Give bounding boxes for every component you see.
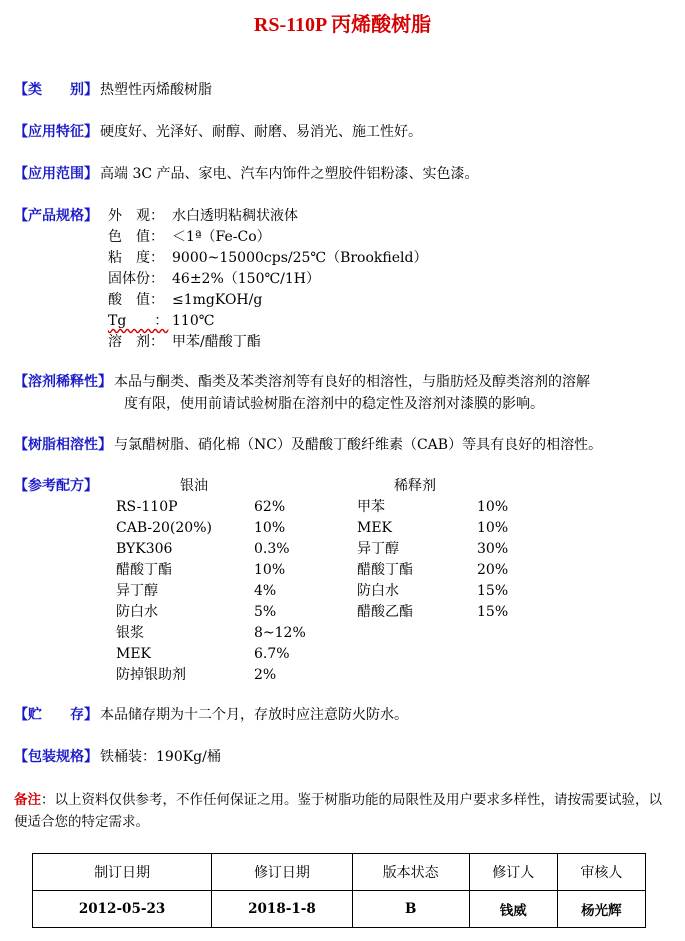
spec-row [108, 290, 262, 310]
packing-line [14, 747, 221, 767]
signoff-value-row [33, 891, 646, 928]
spec-key: 固体份： [108, 271, 164, 287]
spec-row [108, 332, 261, 352]
storage-label: 【贮 存】 [14, 707, 98, 723]
specs-heading [14, 206, 98, 226]
features-label: 【应用特征】 [14, 124, 98, 140]
formula-left-pct: 10% [254, 520, 286, 536]
signoff-value-cell: B [352, 891, 469, 928]
compat-value: 与氯醋树脂、硝化棉（NC）及醋酸丁酸纤维素（CAB）等具有良好的相溶性。 [114, 437, 603, 453]
formula-left-name: RS-110P [116, 499, 178, 515]
compat-line [14, 435, 602, 455]
compat-label: 【树脂相溶性】 [14, 437, 112, 453]
spec-key: 色 值： [108, 229, 164, 245]
formula-right-pct: 15% [477, 583, 509, 599]
formula-left-name: 防掉银助剂 [116, 667, 186, 683]
formula-left-name: CAB-20(20%) [116, 520, 212, 536]
formula-left-name: MEK [116, 646, 152, 662]
spec-row [108, 227, 271, 247]
formula-right-name: 甲苯 [357, 499, 385, 515]
spec-value: ＜1ª（Fe-Co） [172, 229, 271, 245]
formula-left-pct: 5% [254, 604, 277, 620]
packing-label: 【包装规格】 [14, 749, 98, 765]
formula-right-name: 防白水 [357, 583, 399, 599]
formula-right-pct: 10% [477, 499, 509, 515]
formula-right-pct: 30% [477, 541, 509, 557]
features-line [14, 122, 422, 142]
formula-left-pct: 2% [254, 667, 277, 683]
formula-left-pct: 10% [254, 562, 286, 578]
signoff-header-row [33, 854, 646, 891]
spec-row [108, 206, 298, 226]
formula-left-title: 银油 [180, 478, 208, 494]
formula-left-pct: 4% [254, 583, 277, 599]
scope-value: 高端 3C 产品、家电、汽车内饰件之塑胶件铝粉漆、实色漆。 [100, 166, 479, 182]
formula-right-name: MEK [357, 520, 393, 536]
signoff-value-cell: 钱威 [469, 891, 557, 928]
formula-right-pct: 10% [477, 520, 509, 536]
formula-right-name: 异丁醇 [357, 541, 399, 557]
formula-label: 【参考配方】 [14, 478, 98, 494]
signoff-header-cell: 修订日期 [212, 854, 353, 891]
dilution-text-2: 度有限，使用前请试验树脂在溶剂中的稳定性及溶剂对漆膜的影响。 [124, 396, 544, 412]
scope-label: 【应用范围】 [14, 166, 98, 182]
disclaimer-note [14, 789, 674, 833]
signoff-value-cell: 2018-1-8 [212, 891, 353, 928]
formula-right-name: 醋酸乙酯 [357, 604, 413, 620]
formula-left-name: 异丁醇 [116, 583, 158, 599]
category-label: 【类 别】 [14, 82, 98, 98]
dilution-line-2 [124, 394, 544, 414]
spec-key: 外 观： [108, 208, 164, 224]
formula-right-pct: 15% [477, 604, 509, 620]
formula-heading [14, 476, 98, 496]
packing-value: 铁桶装：190Kg/桶 [100, 749, 221, 765]
spec-key: 溶 剂： [108, 334, 164, 350]
storage-line [14, 705, 408, 725]
dilution-text-1: 本品与酮类、酯类及苯类溶剂等有良好的相溶性，与脂肪烃及醇类溶剂的溶解 [114, 374, 590, 390]
formula-right-name: 醋酸丁酯 [357, 562, 413, 578]
formula-left-pct: 62% [254, 499, 286, 515]
spec-value: 110℃ [172, 313, 215, 329]
dilution-line [14, 372, 590, 392]
formula-right-pct: 20% [477, 562, 509, 578]
signoff-header-cell: 版本状态 [352, 854, 469, 891]
features-value: 硬度好、光泽好、耐醇、耐磨、易消光、施工性好。 [100, 124, 422, 140]
spec-key: 粘 度： [108, 250, 164, 266]
spec-key: Tg ： [108, 313, 169, 329]
signoff-value-cell: 杨光辉 [557, 891, 645, 928]
storage-value: 本品储存期为十二个月，存放时应注意防火防水。 [100, 707, 408, 723]
document-title: RS-110P 丙烯酸树脂 [253, 14, 432, 36]
note-text: ：以上资料仅供参考，不作任何保证之用。鉴于树脂功能的局限性及用户要求多样性，请按需要试验，以便适合您的特定需求。 [14, 792, 662, 830]
spec-key: 酸 值： [108, 292, 164, 308]
formula-left-name: 防白水 [116, 604, 158, 620]
formula-right-title: 稀释剂 [394, 478, 436, 494]
formula-left-pct: 6.7% [254, 646, 290, 662]
spec-value: 水白透明粘稠状液体 [172, 208, 298, 224]
signoff-header-cell: 审核人 [557, 854, 645, 891]
formula-left-name: BYK306 [116, 541, 173, 557]
spec-value: 甲苯/醋酸丁酯 [172, 334, 261, 350]
spec-row [108, 311, 214, 331]
formula-left-pct: 0.3% [254, 541, 290, 557]
note-label: 备注 [14, 792, 41, 808]
dilution-label: 【溶剂稀释性】 [14, 374, 112, 390]
spec-value: 9000~15000cps/25℃（Brookfield） [172, 250, 428, 266]
spec-row [108, 269, 320, 289]
spec-row [108, 248, 427, 268]
spec-value: 46±2%（150℃/1H） [172, 271, 320, 287]
signoff-value-cell: 2012-05-23 [33, 891, 212, 928]
signoff-table [32, 853, 646, 928]
spec-value: ≤1mgKOH/g [172, 292, 263, 308]
signoff-header-cell: 制订日期 [33, 854, 212, 891]
category-value: 热塑性丙烯酸树脂 [100, 82, 212, 98]
specs-label: 【产品规格】 [14, 208, 98, 224]
formula-left-name: 醋酸丁酯 [116, 562, 172, 578]
category-line [14, 80, 212, 100]
signoff-header-cell: 修订人 [469, 854, 557, 891]
formula-left-name: 银浆 [116, 625, 144, 641]
scope-line [14, 164, 479, 184]
formula-left-pct: 8~12% [254, 625, 306, 641]
